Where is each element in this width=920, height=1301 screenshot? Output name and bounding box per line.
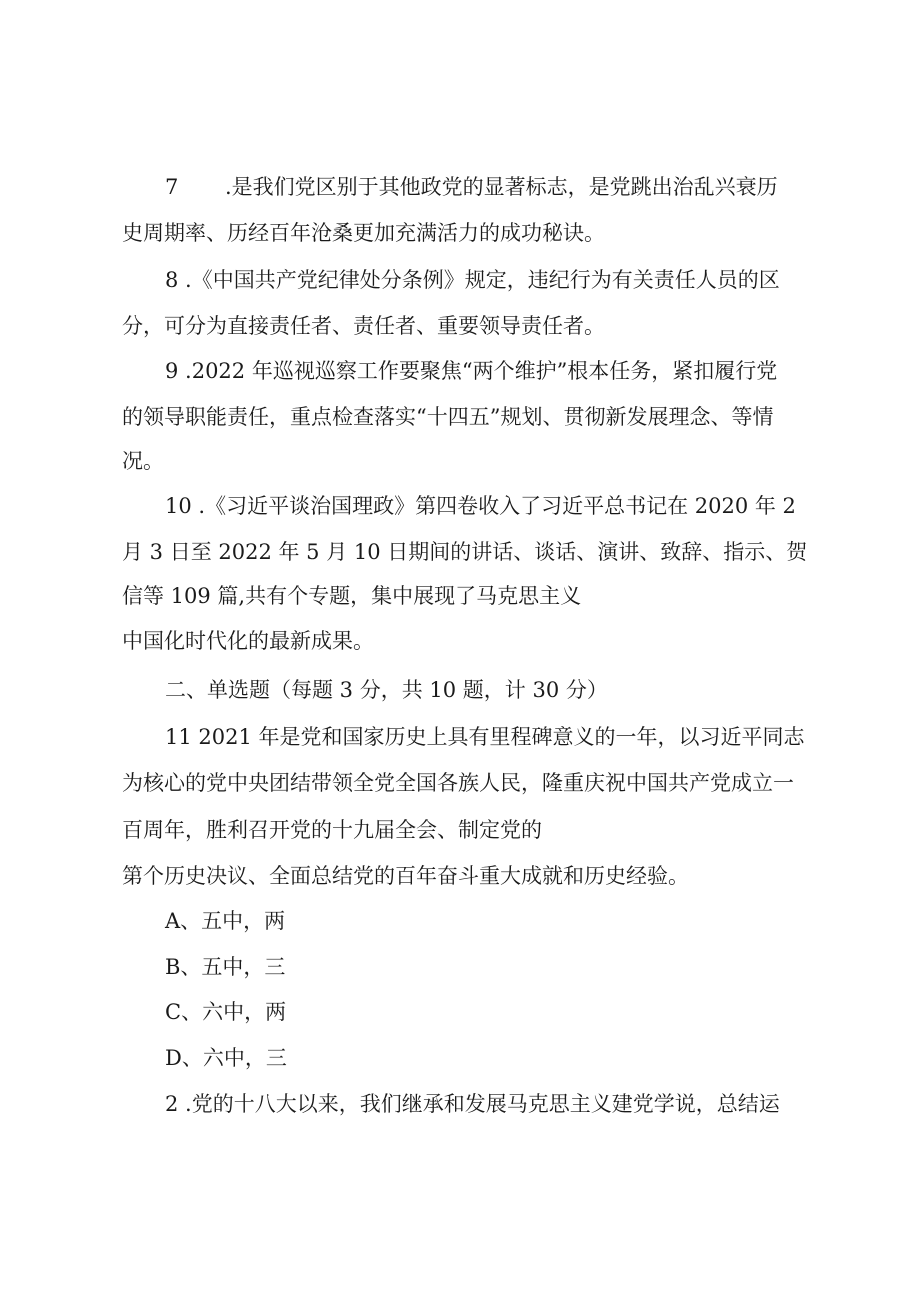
q8-line-1: 8 .《中国共产党纪律处分条例》规定，违纪行为有关责任人员的区	[165, 268, 780, 292]
q10-line-3: 信等 109 篇,共有个专题，集中展现了马克思主义	[122, 584, 582, 608]
q9-line-2: 的领导职能责任，重点检查落实“十四五”规划、贯彻新发展理念、等情	[122, 405, 774, 429]
option-b: B、五中，三	[165, 955, 286, 979]
q9-line-3: 况。	[122, 449, 164, 473]
q10-line-4: 中国化时代化的最新成果。	[122, 629, 374, 653]
q7-number: 7	[165, 175, 179, 199]
q11-line-3: 百周年，胜利召开党的十九届全会、制定党的	[122, 818, 542, 842]
q9-line-1: 9 .2022 年巡视巡察工作要聚焦“两个维护”根本任务，紧扣履行党	[165, 359, 778, 383]
q7-line-1	[165, 172, 778, 202]
section-heading: 二、单选题（每题 3 分，共 10 题，计 30 分）	[165, 678, 608, 702]
option-c: C、六中，两	[165, 1000, 287, 1024]
q7-line-2: 史周期率、历经百年沧桑更加充满活力的成功秘诀。	[122, 221, 605, 245]
q11-line-2: 为核心的党中央团结带领全党全国各族人民，隆重庆祝中国共产党成立一	[122, 771, 794, 795]
q10-line-1: 10 .《习近平谈治国理政》第四卷收入了习近平总书记在 2020 年 2	[165, 494, 796, 518]
option-a: A、五中，两	[165, 909, 286, 933]
q11-line-1: 11 2021 年是党和国家历史上具有里程碑意义的一年，以习近平同志	[165, 725, 805, 749]
option-d: D、六中，三	[165, 1046, 287, 1070]
q8-line-2: 分，可分为直接责任者、责任者、重要领导责任者。	[122, 314, 605, 338]
q2-line-1: 2 .党的十八大以来，我们继承和发展马克思主义建党学说，总结运	[165, 1092, 780, 1116]
q11-line-4: 第个历史决议、全面总结党的百年奋斗重大成就和历史经验。	[122, 864, 689, 888]
q10-line-2: 月 3 日至 2022 年 5 月 10 日期间的讲话、谈话、演讲、致辞、指示、贺	[122, 540, 808, 564]
q7-text: .是我们党区别于其他政党的显著标志，是党跳出治乱兴衰历	[225, 175, 778, 199]
